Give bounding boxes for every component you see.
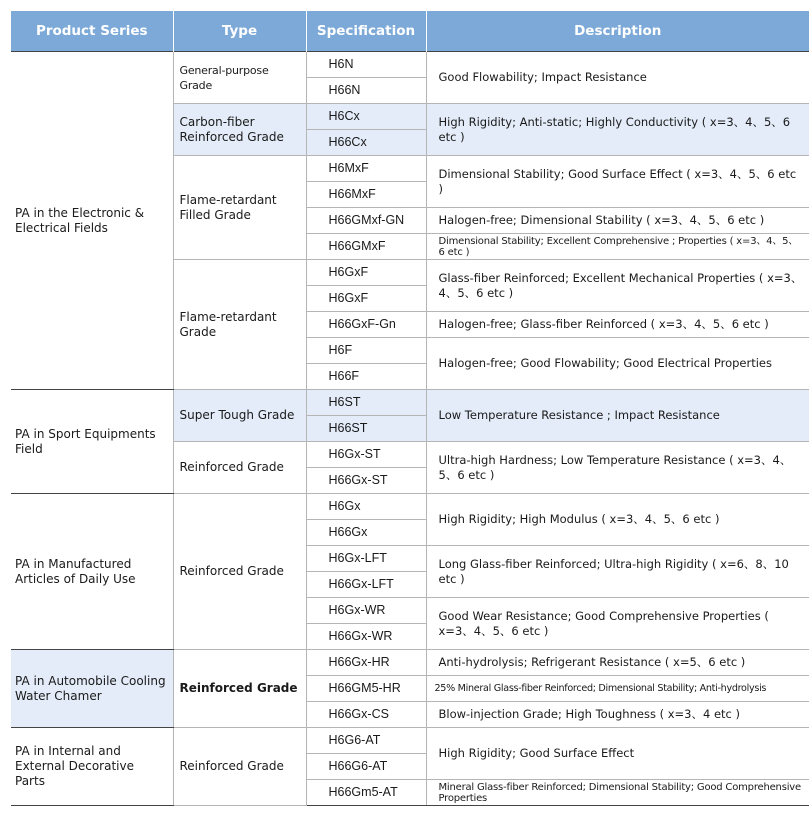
specification-cell: H66GMxF	[306, 234, 426, 260]
description-cell: 25% Mineral Glass-fiber Reinforced; Dimensional Stability; Anti-hydrolysis	[426, 676, 809, 702]
specification-cell: H66G6-AT	[306, 754, 426, 780]
description-cell: High Rigidity; High Modulus ( x=3、4、5、6 etc )	[426, 494, 809, 546]
specification-cell: H66GxF-Gn	[306, 312, 426, 338]
table-row	[11, 494, 809, 520]
description-cell: Good Flowability; Impact Resistance	[426, 52, 809, 104]
specification-cell: H66N	[306, 78, 426, 104]
table-header	[11, 11, 809, 52]
description-cell: High Rigidity; Good Surface Effect	[426, 728, 809, 780]
product-series-cell: PA in Automobile Cooling Water Chamer	[11, 650, 173, 728]
specification-cell: H66ST	[306, 416, 426, 442]
specification-cell: H66MxF	[306, 182, 426, 208]
specification-cell: H6Gx-LFT	[306, 546, 426, 572]
specification-cell: H66Gx-WR	[306, 624, 426, 650]
specification-cell: H66Cx	[306, 130, 426, 156]
product-series-cell: PA in Sport Equipments Field	[11, 390, 173, 494]
specification-cell: H6Gx-ST	[306, 442, 426, 468]
description-cell: Blow-injection Grade; High Toughness ( x=3、4 etc )	[426, 702, 809, 728]
specification-cell: H66Gx	[306, 520, 426, 546]
description-cell: Long Glass-fiber Reinforced; Ultra-high Rigidity ( x=6、8、10 etc )	[426, 546, 809, 598]
specification-cell: H66Gx-HR	[306, 650, 426, 676]
product-spec-table	[11, 11, 809, 806]
description-cell: Good Wear Resistance; Good Comprehensive Properties ( x=3、4、5、6 etc )	[426, 598, 809, 650]
specification-cell: H6ST	[306, 390, 426, 416]
type-cell: General-purpose Grade	[173, 52, 306, 104]
table-row	[11, 390, 809, 416]
specification-cell: H66Gx-LFT	[306, 572, 426, 598]
type-cell: Super Tough Grade	[173, 390, 306, 442]
table-row	[11, 52, 809, 78]
specification-cell: H6Gx	[306, 494, 426, 520]
description-cell: Anti-hydrolysis; Refrigerant Resistance ( x=5、6 etc )	[426, 650, 809, 676]
description-cell: Halogen-free; Dimensional Stability ( x=3、4、5、6 etc )	[426, 208, 809, 234]
header-row	[11, 11, 809, 52]
product-series-cell: PA in Internal and External Decorative Parts	[11, 728, 173, 806]
specification-cell: H6N	[306, 52, 426, 78]
specification-cell: H66Gx-CS	[306, 702, 426, 728]
description-cell: Dimensional Stability; Excellent Comprehensive ; Properties ( x=3、4、5、6 etc )	[426, 234, 809, 260]
type-cell: Reinforced Grade	[173, 494, 306, 650]
table-row	[11, 728, 809, 754]
specification-cell: H66GMxf-GN	[306, 208, 426, 234]
specification-cell: H6F	[306, 338, 426, 364]
specification-cell: H6G6-AT	[306, 728, 426, 754]
type-cell: Carbon-fiber Reinforced Grade	[173, 104, 306, 156]
table-row	[11, 650, 809, 676]
description-cell: Ultra-high Hardness; Low Temperature Resistance ( x=3、4、5、6 etc )	[426, 442, 809, 494]
description-cell: Halogen-free; Glass-fiber Reinforced ( x=3、4、5、6 etc )	[426, 312, 809, 338]
type-cell: Flame-retardant Filled Grade	[173, 156, 306, 260]
description-cell: Halogen-free; Good Flowability; Good Electrical Properties	[426, 338, 809, 390]
product-series-cell: PA in Manufactured Articles of Daily Use	[11, 494, 173, 650]
specification-cell: H6Gx-WR	[306, 598, 426, 624]
type-cell: Reinforced Grade	[173, 728, 306, 806]
description-cell: Dimensional Stability; Good Surface Effect ( x=3、4、5、6 etc )	[426, 156, 809, 208]
specification-cell: H66Gm5-AT	[306, 780, 426, 806]
description-cell: High Rigidity; Anti-static; Highly Conductivity ( x=3、4、5、6 etc )	[426, 104, 809, 156]
specification-cell: H6MxF	[306, 156, 426, 182]
product-series-cell: PA in the Electronic & Electrical Fields	[11, 52, 173, 390]
header-type: Type	[173, 11, 306, 52]
product-table-container	[11, 11, 809, 806]
type-cell: Flame-retardant Grade	[173, 260, 306, 390]
description-cell: Mineral Glass-fiber Reinforced; Dimensional Stability; Good Comprehensive Properties	[426, 780, 809, 806]
header-product-series: Product Series	[11, 11, 173, 52]
specification-cell: H6GxF	[306, 260, 426, 286]
description-cell: Glass-fiber Reinforced; Excellent Mechanical Properties ( x=3、4、5、6 etc )	[426, 260, 809, 312]
table-body	[11, 52, 809, 806]
header-description: Description	[426, 11, 809, 52]
type-cell: Reinforced Grade	[173, 442, 306, 494]
specification-cell: H66F	[306, 364, 426, 390]
specification-cell: H66Gx-ST	[306, 468, 426, 494]
type-cell: Reinforced Grade	[173, 650, 306, 728]
specification-cell: H6Cx	[306, 104, 426, 130]
header-specification: Specification	[306, 11, 426, 52]
description-cell: Low Temperature Resistance ; Impact Resistance	[426, 390, 809, 442]
specification-cell: H66GM5-HR	[306, 676, 426, 702]
specification-cell: H6GxF	[306, 286, 426, 312]
